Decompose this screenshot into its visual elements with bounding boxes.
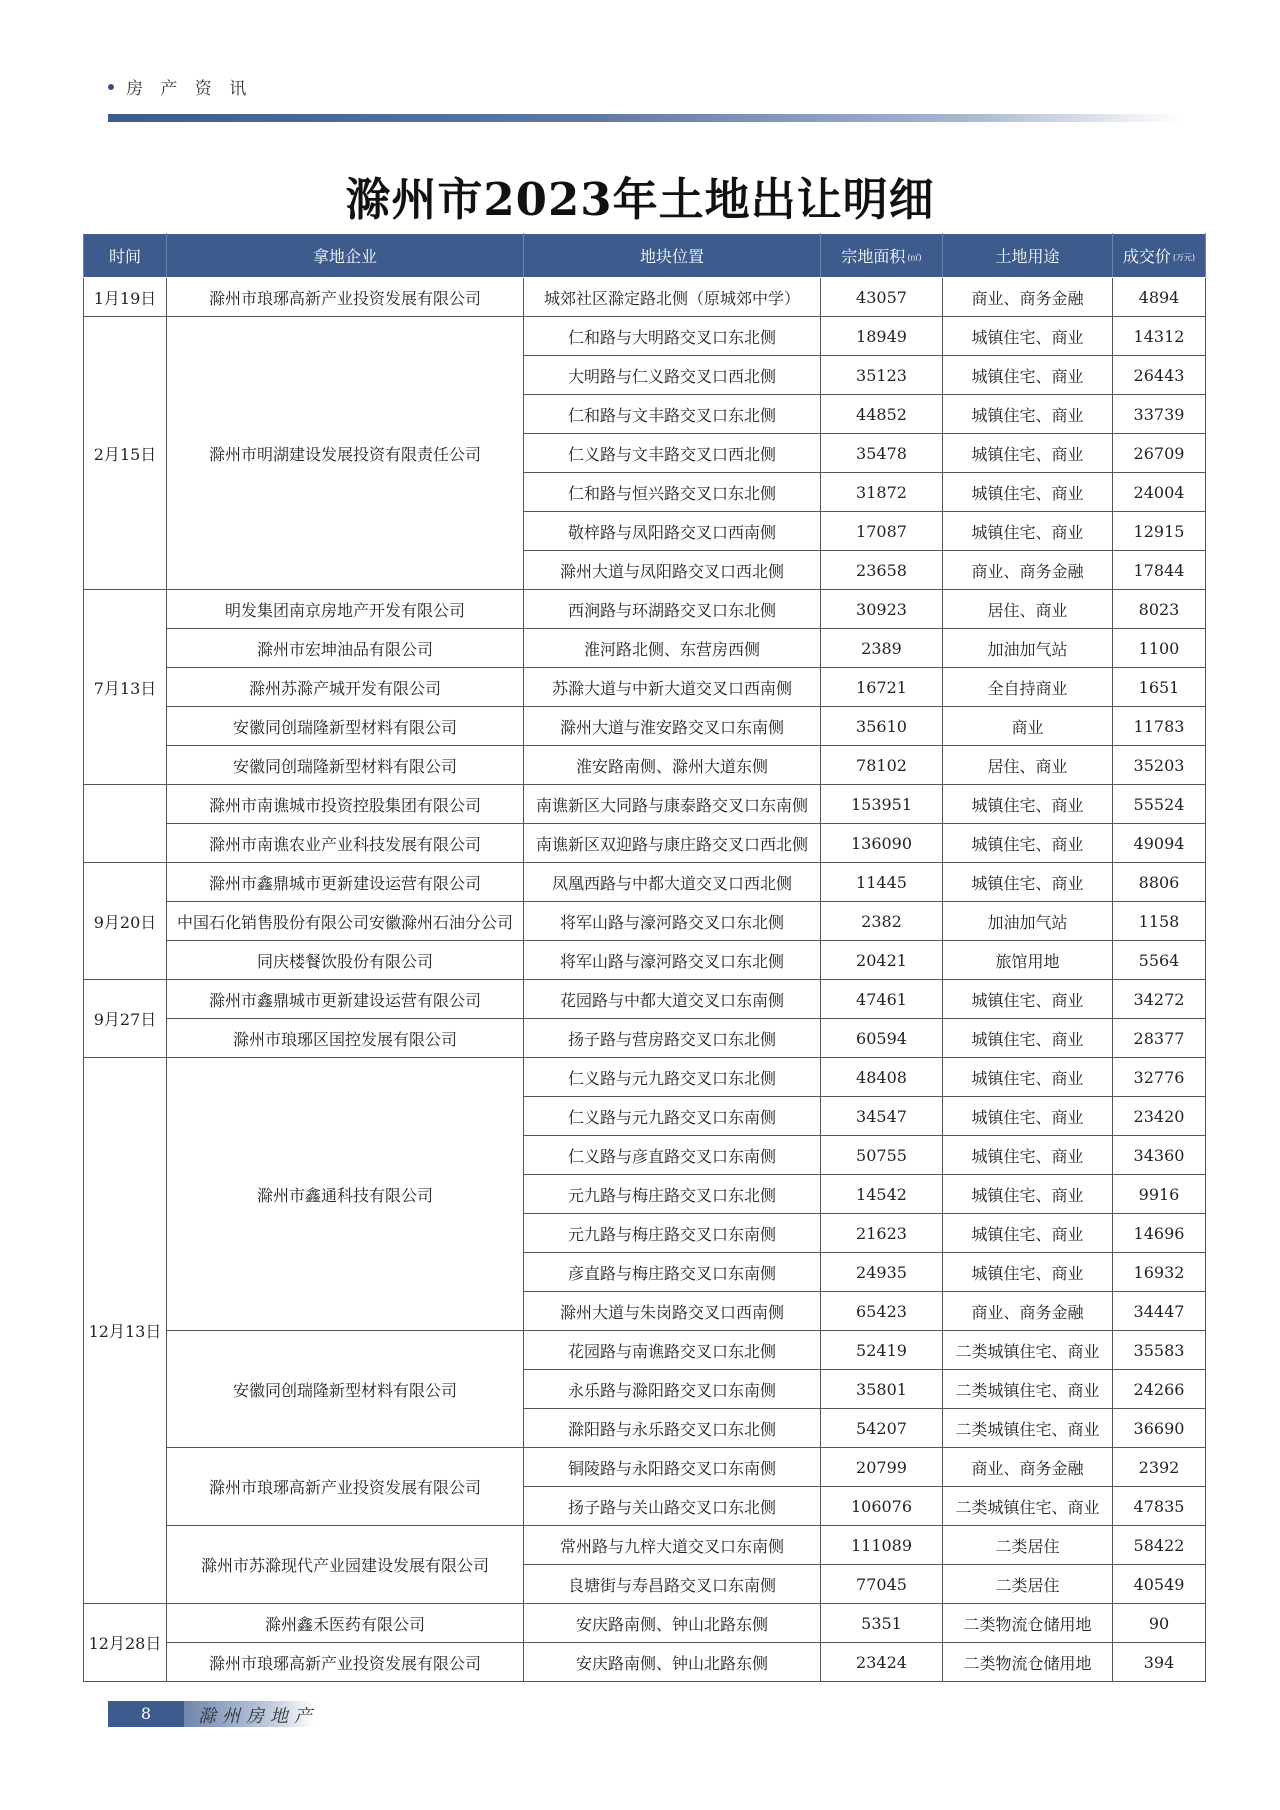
table-header-row [84,234,1206,278]
location-cell: 仁和路与恒兴路交叉口东北侧 [524,473,821,512]
use-cell: 商业 [943,707,1113,746]
company-cell: 滁州市鑫通科技有限公司 [167,1058,524,1331]
price-cell: 23420 [1113,1097,1206,1136]
use-cell: 居住、商业 [943,590,1113,629]
table-row [84,1019,1206,1058]
date-cell: 1月19日 [84,278,167,317]
price-cell: 394 [1113,1643,1206,1682]
section-label: 房 产 资 讯 [126,79,253,99]
location-cell: 仁义路与元九路交叉口东北侧 [524,1058,821,1097]
use-cell: 二类城镇住宅、商业 [943,1409,1113,1448]
page-number: 8 [108,1701,184,1727]
company-cell: 滁州市琅琊高新产业投资发展有限公司 [167,1448,524,1526]
table-row [84,1448,1206,1487]
use-cell: 城镇住宅、商业 [943,1175,1113,1214]
price-cell: 1100 [1113,629,1206,668]
location-cell: 淮河路北侧、东营房西侧 [524,629,821,668]
use-cell: 城镇住宅、商业 [943,356,1113,395]
col-header-company: 拿地企业 [167,234,524,278]
price-cell: 58422 [1113,1526,1206,1565]
use-cell: 城镇住宅、商业 [943,1097,1113,1136]
location-cell: 铜陵路与永阳路交叉口东南侧 [524,1448,821,1487]
date-cell: 2月15日 [84,317,167,590]
company-cell: 滁州市南谯城市投资控股集团有限公司 [167,785,524,824]
company-cell: 滁州市鑫鼎城市更新建设运营有限公司 [167,980,524,1019]
price-cell: 12915 [1113,512,1206,551]
use-cell: 城镇住宅、商业 [943,512,1113,551]
table-row [84,1331,1206,1370]
table-row [84,980,1206,1019]
price-cell: 55524 [1113,785,1206,824]
header-bar [108,114,1183,122]
location-cell: 仁义路与元九路交叉口东南侧 [524,1097,821,1136]
location-cell: 彦直路与梅庄路交叉口东南侧 [524,1253,821,1292]
area-cell: 30923 [821,590,943,629]
location-cell: 大明路与仁义路交叉口西北侧 [524,356,821,395]
use-cell: 城镇住宅、商业 [943,317,1113,356]
table-row [84,1058,1206,1097]
use-cell: 城镇住宅、商业 [943,395,1113,434]
area-cell: 153951 [821,785,943,824]
area-cell: 106076 [821,1487,943,1526]
area-cell: 47461 [821,980,943,1019]
price-cell: 49094 [1113,824,1206,863]
col-header-price [1113,234,1206,278]
company-cell: 滁州市宏坤油品有限公司 [167,629,524,668]
table-row [84,746,1206,785]
price-cell: 24004 [1113,473,1206,512]
area-cell: 20421 [821,941,943,980]
price-cell: 34360 [1113,1136,1206,1175]
use-cell: 城镇住宅、商业 [943,434,1113,473]
date-cell: 12月28日 [84,1604,167,1682]
use-cell: 城镇住宅、商业 [943,473,1113,512]
table-row [84,785,1206,824]
use-cell: 二类城镇住宅、商业 [943,1487,1113,1526]
area-cell: 43057 [821,278,943,317]
price-cell: 1158 [1113,902,1206,941]
area-cell: 23658 [821,551,943,590]
use-cell: 城镇住宅、商业 [943,1253,1113,1292]
area-cell: 2382 [821,902,943,941]
use-cell: 城镇住宅、商业 [943,1136,1113,1175]
table-row [84,1643,1206,1682]
location-cell: 凤凰西路与中都大道交叉口西北侧 [524,863,821,902]
area-cell: 77045 [821,1565,943,1604]
company-cell: 中国石化销售股份有限公司安徽滁州石油分公司 [167,902,524,941]
use-cell: 加油加气站 [943,902,1113,941]
company-cell: 滁州鑫禾医药有限公司 [167,1604,524,1643]
area-cell: 14542 [821,1175,943,1214]
area-cell: 35610 [821,707,943,746]
area-cell: 78102 [821,746,943,785]
price-cell: 26709 [1113,434,1206,473]
company-cell: 滁州市琅琊高新产业投资发展有限公司 [167,278,524,317]
price-cell: 8023 [1113,590,1206,629]
use-cell: 商业、商务金融 [943,551,1113,590]
location-cell: 永乐路与滁阳路交叉口东南侧 [524,1370,821,1409]
location-cell: 将军山路与濠河路交叉口东北侧 [524,902,821,941]
table-row [84,707,1206,746]
location-cell: 城郊社区滁定路北侧（原城郊中学） [524,278,821,317]
table-row [84,668,1206,707]
location-cell: 仁义路与彦直路交叉口东南侧 [524,1136,821,1175]
area-cell: 34547 [821,1097,943,1136]
area-cell: 48408 [821,1058,943,1097]
table-row [84,317,1206,356]
location-cell: 仁和路与大明路交叉口东北侧 [524,317,821,356]
table-row [84,1604,1206,1643]
area-cell: 31872 [821,473,943,512]
page-title: 滁州市2023年土地出让明细 [345,173,935,226]
company-cell: 安徽同创瑞隆新型材料有限公司 [167,707,524,746]
price-cell: 26443 [1113,356,1206,395]
table-row [84,824,1206,863]
area-cell: 5351 [821,1604,943,1643]
location-cell: 淮安路南侧、滁州大道东侧 [524,746,821,785]
location-cell: 仁和路与文丰路交叉口东北侧 [524,395,821,434]
area-cell: 24935 [821,1253,943,1292]
price-cell: 36690 [1113,1409,1206,1448]
price-cell: 28377 [1113,1019,1206,1058]
date-cell: 12月13日 [84,1058,167,1604]
location-cell: 敬梓路与凤阳路交叉口西南侧 [524,512,821,551]
table-row [84,590,1206,629]
area-cell: 35123 [821,356,943,395]
use-cell: 城镇住宅、商业 [943,1214,1113,1253]
area-cell: 16721 [821,668,943,707]
area-cell: 2389 [821,629,943,668]
price-cell: 4894 [1113,278,1206,317]
area-cell: 50755 [821,1136,943,1175]
location-cell: 良塘街与寿昌路交叉口东南侧 [524,1565,821,1604]
table-row [84,863,1206,902]
footer-brand: 滁州房地产 [198,1706,318,1727]
price-cell: 35583 [1113,1331,1206,1370]
price-cell: 34447 [1113,1292,1206,1331]
location-cell: 西涧路与环湖路交叉口东北侧 [524,590,821,629]
price-cell: 90 [1113,1604,1206,1643]
location-cell: 滁州大道与凤阳路交叉口西北侧 [524,551,821,590]
company-cell: 明发集团南京房地产开发有限公司 [167,590,524,629]
use-cell: 城镇住宅、商业 [943,824,1113,863]
col-header-time: 时间 [84,234,167,278]
company-cell: 滁州市明湖建设发展投资有限责任公司 [167,317,524,590]
use-cell: 商业、商务金融 [943,1292,1113,1331]
price-cell: 1651 [1113,668,1206,707]
location-cell: 安庆路南侧、钟山北路东侧 [524,1604,821,1643]
location-cell: 扬子路与营房路交叉口东北侧 [524,1019,821,1058]
use-cell: 旅馆用地 [943,941,1113,980]
col-header-area [821,234,943,278]
date-cell [84,785,167,863]
table-row [84,941,1206,980]
price-cell: 16932 [1113,1253,1206,1292]
price-cell: 17844 [1113,551,1206,590]
price-cell: 5564 [1113,941,1206,980]
location-cell: 南谯新区大同路与康泰路交叉口东南侧 [524,785,821,824]
use-cell: 城镇住宅、商业 [943,1019,1113,1058]
use-cell: 城镇住宅、商业 [943,785,1113,824]
area-cell: 136090 [821,824,943,863]
area-cell: 11445 [821,863,943,902]
use-cell: 城镇住宅、商业 [943,1058,1113,1097]
location-cell: 滁州大道与淮安路交叉口东南侧 [524,707,821,746]
area-cell: 54207 [821,1409,943,1448]
use-cell: 二类城镇住宅、商业 [943,1331,1113,1370]
price-cell: 14312 [1113,317,1206,356]
price-cell: 8806 [1113,863,1206,902]
price-cell: 14696 [1113,1214,1206,1253]
use-cell: 城镇住宅、商业 [943,863,1113,902]
land-transfer-table [83,233,1206,1682]
table-row [84,278,1206,317]
area-cell: 18949 [821,317,943,356]
area-cell: 21623 [821,1214,943,1253]
price-cell: 34272 [1113,980,1206,1019]
use-cell: 全自持商业 [943,668,1113,707]
use-cell: 加油加气站 [943,629,1113,668]
company-cell: 滁州市鑫鼎城市更新建设运营有限公司 [167,863,524,902]
col-header-price-unit: (万元) [1172,253,1196,262]
table-row [84,902,1206,941]
price-cell: 47835 [1113,1487,1206,1526]
use-cell: 二类居住 [943,1526,1113,1565]
col-header-area-label: 宗地面积 [841,247,906,266]
company-cell: 滁州苏滁产城开发有限公司 [167,668,524,707]
company-cell: 安徽同创瑞隆新型材料有限公司 [167,1331,524,1448]
use-cell: 二类物流仓储用地 [943,1643,1113,1682]
location-cell: 安庆路南侧、钟山北路东侧 [524,1643,821,1682]
use-cell: 居住、商业 [943,746,1113,785]
location-cell: 花园路与中都大道交叉口东南侧 [524,980,821,1019]
company-cell: 滁州市琅琊高新产业投资发展有限公司 [167,1643,524,1682]
use-cell: 二类物流仓储用地 [943,1604,1113,1643]
use-cell: 商业、商务金融 [943,278,1113,317]
area-cell: 65423 [821,1292,943,1331]
area-cell: 111089 [821,1526,943,1565]
col-header-price-label: 成交价 [1122,247,1171,266]
price-cell: 40549 [1113,1565,1206,1604]
price-cell: 24266 [1113,1370,1206,1409]
price-cell: 33739 [1113,395,1206,434]
location-cell: 南谯新区双迎路与康庄路交叉口西北侧 [524,824,821,863]
area-cell: 60594 [821,1019,943,1058]
price-cell: 9916 [1113,1175,1206,1214]
table-row [84,629,1206,668]
price-cell: 11783 [1113,707,1206,746]
use-cell: 二类城镇住宅、商业 [943,1370,1113,1409]
price-cell: 35203 [1113,746,1206,785]
location-cell: 元九路与梅庄路交叉口东北侧 [524,1175,821,1214]
location-cell: 将军山路与濠河路交叉口东北侧 [524,941,821,980]
header-bullet [108,84,114,90]
use-cell: 商业、商务金融 [943,1448,1113,1487]
date-cell: 7月13日 [84,590,167,785]
area-cell: 35801 [821,1370,943,1409]
col-header-area-unit: (㎡) [907,253,922,262]
col-header-location: 地块位置 [524,234,821,278]
table-row [84,1526,1206,1565]
date-cell: 9月20日 [84,863,167,980]
use-cell: 城镇住宅、商业 [943,980,1113,1019]
area-cell: 23424 [821,1643,943,1682]
location-cell: 花园路与南谯路交叉口东北侧 [524,1331,821,1370]
area-cell: 35478 [821,434,943,473]
price-cell: 2392 [1113,1448,1206,1487]
company-cell: 安徽同创瑞隆新型材料有限公司 [167,746,524,785]
price-cell: 32776 [1113,1058,1206,1097]
area-cell: 44852 [821,395,943,434]
location-cell: 滁阳路与永乐路交叉口东北侧 [524,1409,821,1448]
company-cell: 滁州市南谯农业产业科技发展有限公司 [167,824,524,863]
company-cell: 滁州市琅琊区国控发展有限公司 [167,1019,524,1058]
date-cell: 9月27日 [84,980,167,1058]
location-cell: 常州路与九梓大道交叉口东南侧 [524,1526,821,1565]
area-cell: 17087 [821,512,943,551]
col-header-use: 土地用途 [943,234,1113,278]
location-cell: 苏滁大道与中新大道交叉口西南侧 [524,668,821,707]
area-cell: 52419 [821,1331,943,1370]
area-cell: 20799 [821,1448,943,1487]
use-cell: 二类居住 [943,1565,1113,1604]
location-cell: 仁义路与文丰路交叉口西北侧 [524,434,821,473]
location-cell: 扬子路与关山路交叉口东北侧 [524,1487,821,1526]
location-cell: 元九路与梅庄路交叉口东南侧 [524,1214,821,1253]
company-cell: 滁州市苏滁现代产业园建设发展有限公司 [167,1526,524,1604]
location-cell: 滁州大道与朱岗路交叉口西南侧 [524,1292,821,1331]
company-cell: 同庆楼餐饮股份有限公司 [167,941,524,980]
